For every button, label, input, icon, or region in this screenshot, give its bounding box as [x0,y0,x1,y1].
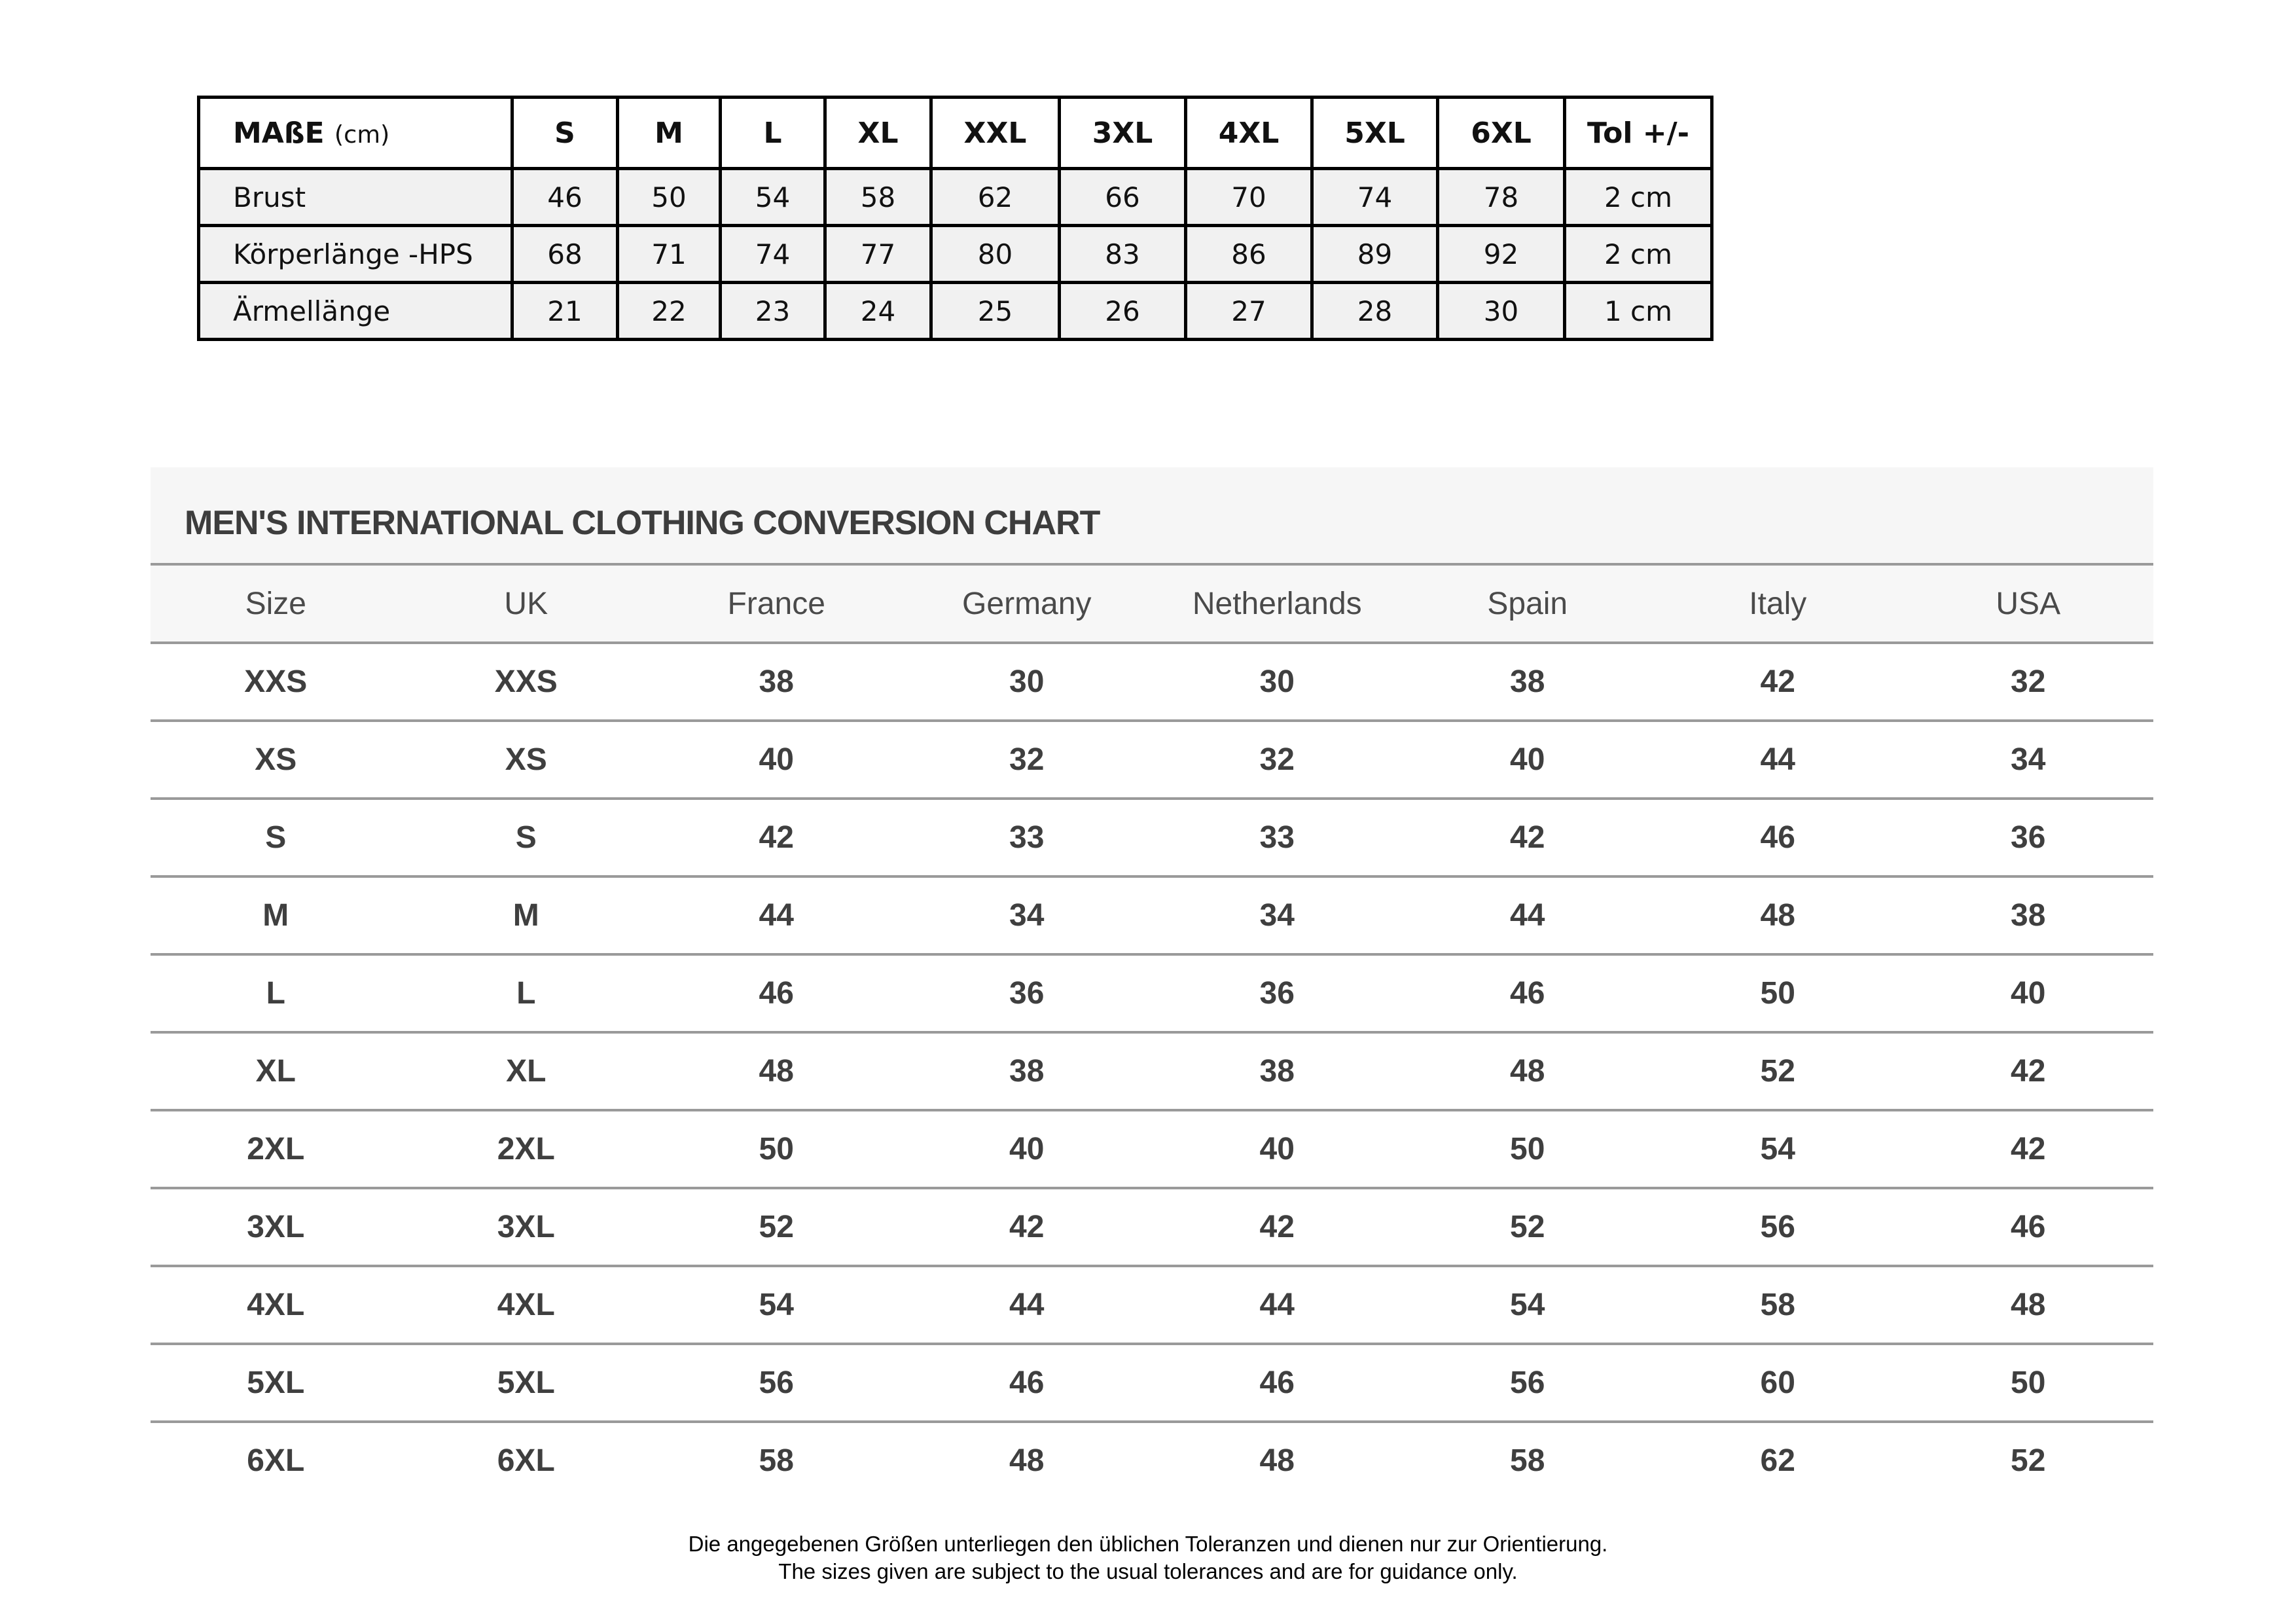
measurement-value: 80 [931,226,1060,283]
cell-france: 38 [651,643,902,721]
cell-germany: 44 [902,1266,1153,1344]
cell-uk: M [401,876,652,954]
measurement-value: 26 [1060,283,1186,340]
cell-france: 54 [651,1266,902,1344]
cell-uk: 3XL [401,1188,652,1266]
cell-germany: 32 [902,721,1153,799]
measurement-value: 25 [931,283,1060,340]
cell-italy: 42 [1653,643,1903,721]
cell-uk: S [401,799,652,876]
measurement-value: 71 [618,226,721,283]
cell-netherlands: 46 [1152,1344,1403,1422]
tolerance-header: Tol +/- [1565,98,1712,169]
measurement-value: 74 [721,226,825,283]
measurement-tolerance: 2 cm [1565,226,1712,283]
measurement-value: 23 [721,283,825,340]
column-header-size: Size [151,566,401,643]
footer-note-german: Die angegebenen Größen unterliegen den üblichen Toleranzen und dienen nur zur Orientierung. [688,1532,1608,1556]
cell-size: S [151,799,401,876]
table-row [151,876,2153,954]
measurement-value: 68 [512,226,618,283]
measurement-value: 77 [825,226,931,283]
cell-france: 50 [651,1110,902,1188]
measurement-label: Ärmellänge [199,283,512,340]
measurement-value: 58 [825,169,931,226]
cell-size: 3XL [151,1188,401,1266]
cell-netherlands: 40 [1152,1110,1403,1188]
cell-spain: 48 [1403,1032,1653,1110]
cell-usa: 50 [1903,1344,2154,1422]
cell-size: 5XL [151,1344,401,1422]
measurement-value: 92 [1438,226,1565,283]
cell-spain: 56 [1403,1344,1653,1422]
cell-spain: 52 [1403,1188,1653,1266]
cell-uk: L [401,954,652,1032]
measurement-row-brust [199,169,1712,226]
cell-france: 40 [651,721,902,799]
cell-germany: 30 [902,643,1153,721]
table-row [151,1344,2153,1422]
size-header: 4XL [1186,98,1312,169]
cell-uk: XXS [401,643,652,721]
cell-netherlands: 34 [1152,876,1403,954]
table-row [151,1110,2153,1188]
cell-germany: 40 [902,1110,1153,1188]
measurement-value: 74 [1312,169,1438,226]
cell-spain: 44 [1403,876,1653,954]
column-header-netherlands: Netherlands [1152,566,1403,643]
cell-uk: XS [401,721,652,799]
cell-usa: 46 [1903,1188,2154,1266]
measurements-header-title: MAßE [233,116,325,150]
cell-france: 46 [651,954,902,1032]
measurements-header-row [199,98,1712,169]
size-header: 3XL [1060,98,1186,169]
cell-italy: 54 [1653,1110,1903,1188]
footer-note-english: The sizes given are subject to the usual tolerances and are for guidance only. [778,1559,1518,1583]
measurement-value: 83 [1060,226,1186,283]
cell-germany: 33 [902,799,1153,876]
measurement-value: 50 [618,169,721,226]
cell-netherlands: 36 [1152,954,1403,1032]
conversion-chart-title: MEN'S INTERNATIONAL CLOTHING CONVERSION CHART [151,467,2153,566]
cell-size: XS [151,721,401,799]
cell-size: M [151,876,401,954]
cell-italy: 62 [1760,1443,1795,1478]
table-row [151,1266,2153,1344]
measurements-table [197,96,1713,341]
cell-usa: 42 [1903,1032,2154,1110]
cell-size: L [151,954,401,1032]
table-row [151,721,2153,799]
cell-italy: 52 [1653,1032,1903,1110]
measurement-value: 66 [1060,169,1186,226]
cell-germany: 46 [902,1344,1153,1422]
measurement-label: Brust [199,169,512,226]
size-header: XL [825,98,931,169]
conversion-header-row [151,566,2153,643]
measurement-value: 46 [512,169,618,226]
measurement-value: 30 [1438,283,1565,340]
cell-netherlands: 33 [1152,799,1403,876]
cell-france: 56 [651,1344,902,1422]
cell-spain: 40 [1403,721,1653,799]
column-header-france: France [651,566,902,643]
size-header: XXL [931,98,1060,169]
cell-germany: 34 [902,876,1153,954]
cell-netherlands: 30 [1152,643,1403,721]
cell-spain: 42 [1403,799,1653,876]
measurement-value: 86 [1186,226,1312,283]
size-header: 5XL [1312,98,1438,169]
cell-netherlands: 42 [1152,1188,1403,1266]
cell-uk: 4XL [401,1266,652,1344]
cell-size: XXS [151,643,401,721]
cell-france: 44 [651,876,902,954]
measurement-value: 78 [1438,169,1565,226]
cell-netherlands: 38 [1152,1032,1403,1110]
column-header-uk: UK [401,566,652,643]
cell-usa: 48 [1903,1266,2154,1344]
measurement-tolerance: 1 cm [1565,283,1712,340]
footer-note [0,1530,2296,1585]
cell-netherlands: 48 [1259,1443,1295,1478]
conversion-chart [151,467,2153,1498]
cell-spain: 54 [1403,1266,1653,1344]
size-header: M [618,98,721,169]
measurement-tolerance: 2 cm [1565,169,1712,226]
measurement-value: 54 [721,169,825,226]
cell-usa: 32 [1903,643,2154,721]
table-row [151,1422,2153,1498]
measurement-value: 70 [1186,169,1312,226]
measurements-header-unit: (cm) [334,120,390,149]
cell-italy: 50 [1653,954,1903,1032]
cell-italy: 58 [1653,1266,1903,1344]
measurement-row-aermellaenge [199,283,1712,340]
cell-germany: 36 [902,954,1153,1032]
cell-uk: 6XL [497,1443,555,1478]
cell-usa: 52 [2011,1443,2046,1478]
cell-spain: 58 [1510,1443,1545,1478]
cell-france: 42 [651,799,902,876]
cell-size: 2XL [151,1110,401,1188]
measurement-value: 22 [618,283,721,340]
cell-italy: 60 [1653,1344,1903,1422]
cell-france: 52 [651,1188,902,1266]
table-row [151,643,2153,721]
size-header: 6XL [1438,98,1565,169]
measurement-row-koerperlaenge [199,226,1712,283]
measurement-value: 28 [1312,283,1438,340]
cell-uk: XL [401,1032,652,1110]
cell-germany: 38 [902,1032,1153,1110]
cell-usa: 40 [1903,954,2154,1032]
cell-italy: 56 [1653,1188,1903,1266]
cell-usa: 42 [1903,1110,2154,1188]
cell-netherlands: 32 [1152,721,1403,799]
cell-spain: 38 [1403,643,1653,721]
table-row [151,1032,2153,1110]
cell-size: 4XL [151,1266,401,1344]
cell-france: 48 [651,1032,902,1110]
measurement-value: 21 [512,283,618,340]
cell-size: 6XL [247,1443,305,1478]
measurement-value: 62 [931,169,1060,226]
cell-usa: 34 [1903,721,2154,799]
cell-uk: 2XL [401,1110,652,1188]
cell-france: 58 [759,1443,794,1478]
measurement-value: 27 [1186,283,1312,340]
measurement-value: 24 [825,283,931,340]
cell-italy: 44 [1653,721,1903,799]
cell-germany: 48 [1009,1443,1045,1478]
column-header-spain: Spain [1403,566,1653,643]
size-header: S [512,98,618,169]
cell-usa: 38 [1903,876,2154,954]
cell-italy: 48 [1653,876,1903,954]
cell-spain: 46 [1403,954,1653,1032]
measurement-label: Körperlänge -HPS [199,226,512,283]
cell-italy: 46 [1653,799,1903,876]
table-row [151,1188,2153,1266]
column-header-italy: Italy [1653,566,1903,643]
table-row [151,799,2153,876]
cell-usa: 36 [1903,799,2154,876]
cell-netherlands: 44 [1152,1266,1403,1344]
column-header-germany: Germany [902,566,1153,643]
measurements-header-label [199,98,512,169]
cell-uk: 5XL [401,1344,652,1422]
cell-germany: 42 [902,1188,1153,1266]
size-header: L [721,98,825,169]
measurement-value: 89 [1312,226,1438,283]
cell-spain: 50 [1403,1110,1653,1188]
conversion-table-body [151,643,2153,1498]
conversion-table [151,566,2153,1498]
column-header-usa: USA [1903,566,2154,643]
cell-size: XL [151,1032,401,1110]
table-row [151,954,2153,1032]
